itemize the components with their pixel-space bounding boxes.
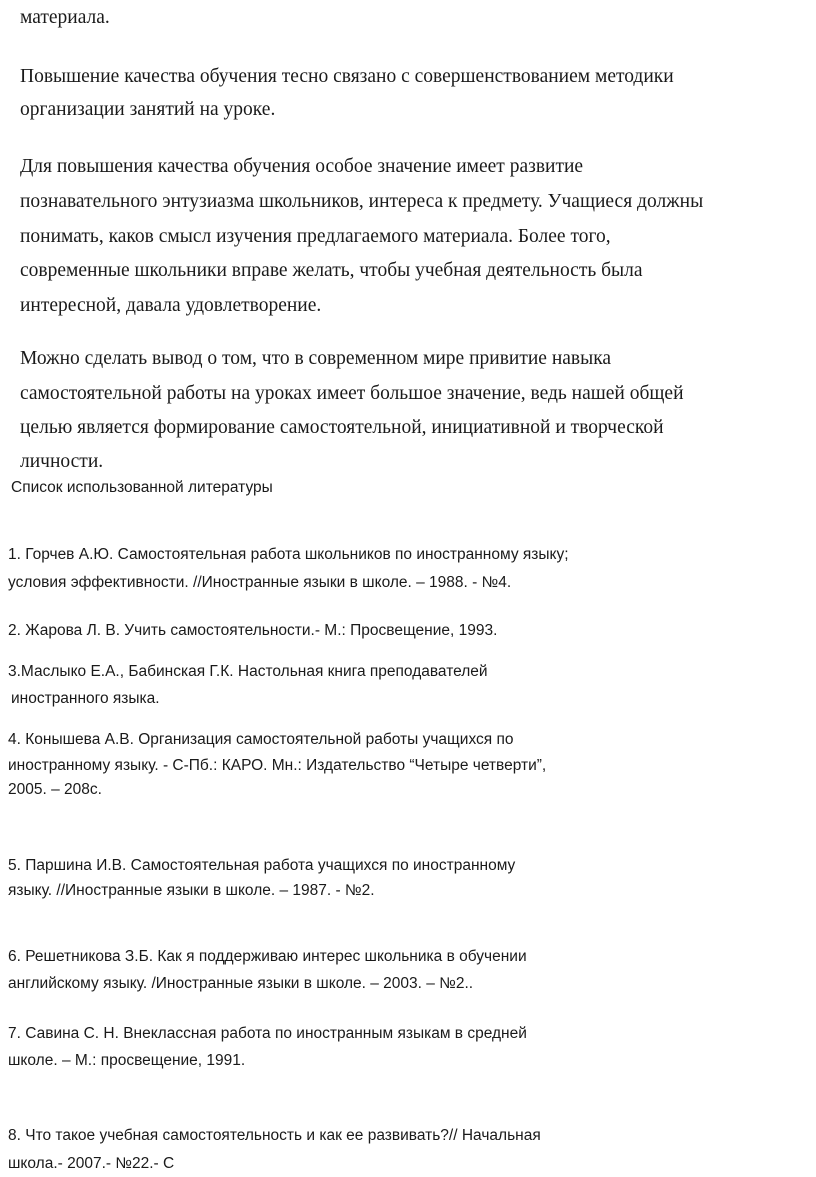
- bibliography-line: 2005. – 208с.: [8, 781, 102, 798]
- text-line: личности.: [20, 451, 104, 472]
- bibliography-line: иностранного языка.: [11, 690, 160, 707]
- bibliography-line: 4. Конышева А.В. Организация самостоятельной работы учащихся по: [8, 731, 514, 748]
- bibliography-line: языку. //Иностранные языки в школе. – 1987. - №2.: [8, 882, 375, 899]
- text-line: целью является формирование самостоятельной, инициативной и творческой: [20, 417, 664, 438]
- text-line: организации занятий на уроке.: [20, 99, 276, 120]
- bibliography-line: 1. Горчев А.Ю. Самостоятельная работа школьников по иностранному языку;: [8, 546, 569, 563]
- bibliography-line: 6. Решетникова З.Б. Как я поддерживаю интерес школьника в обучении: [8, 948, 527, 965]
- text-line: понимать, каков смысл изучения предлагаемого материала. Более того,: [20, 226, 611, 247]
- bibliography-line: условия эффективности. //Иностранные языки в школе. – 1988. - №4.: [8, 574, 512, 591]
- bibliography-line: 8. Что такое учебная самостоятельность и как ее развивать?// Начальная: [8, 1127, 541, 1144]
- bibliography-line: иностранному языку. - С-Пб.: КАРО. Мн.: Издательство “Четыре четверти”,: [8, 757, 547, 774]
- bibliography-line: 7. Савина С. Н. Внеклассная работа по иностранным языкам в средней: [8, 1025, 527, 1042]
- text-line: познавательного энтузиазма школьников, интереса к предмету. Учащиеся должны: [20, 191, 704, 212]
- bibliography-line: английскому языку. /Иностранные языки в школе. – 2003. – №2..: [8, 975, 474, 992]
- text-line: материала.: [20, 7, 110, 28]
- bibliography-line: 3.Маслыко Е.А., Бабинская Г.К. Настольная книга преподавателей: [8, 663, 488, 680]
- text-line: интересной, давала удовлетворение.: [20, 295, 322, 316]
- text-line: современные школьники вправе желать, чтобы учебная деятельность была: [20, 260, 643, 281]
- bibliography-line: школе. – М.: просвещение, 1991.: [8, 1052, 246, 1069]
- text-line: Повышение качества обучения тесно связано с совершенствованием методики: [20, 66, 674, 87]
- bibliography-line: школа.- 2007.- №22.- С: [8, 1155, 175, 1172]
- text-line: Для повышения качества обучения особое значение имеет развитие: [20, 156, 584, 177]
- bibliography-line: 2. Жарова Л. В. Учить самостоятельности.- М.: Просвещение, 1993.: [8, 622, 498, 639]
- bibliography-heading: Список использованной литературы: [11, 479, 273, 496]
- text-line: Можно сделать вывод о том, что в современном мире привитие навыка: [20, 348, 612, 369]
- bibliography-line: 5. Паршина И.В. Самостоятельная работа учащихся по иностранному: [8, 857, 516, 874]
- text-line: самостоятельной работы на уроках имеет большое значение, ведь нашей общей: [20, 383, 684, 404]
